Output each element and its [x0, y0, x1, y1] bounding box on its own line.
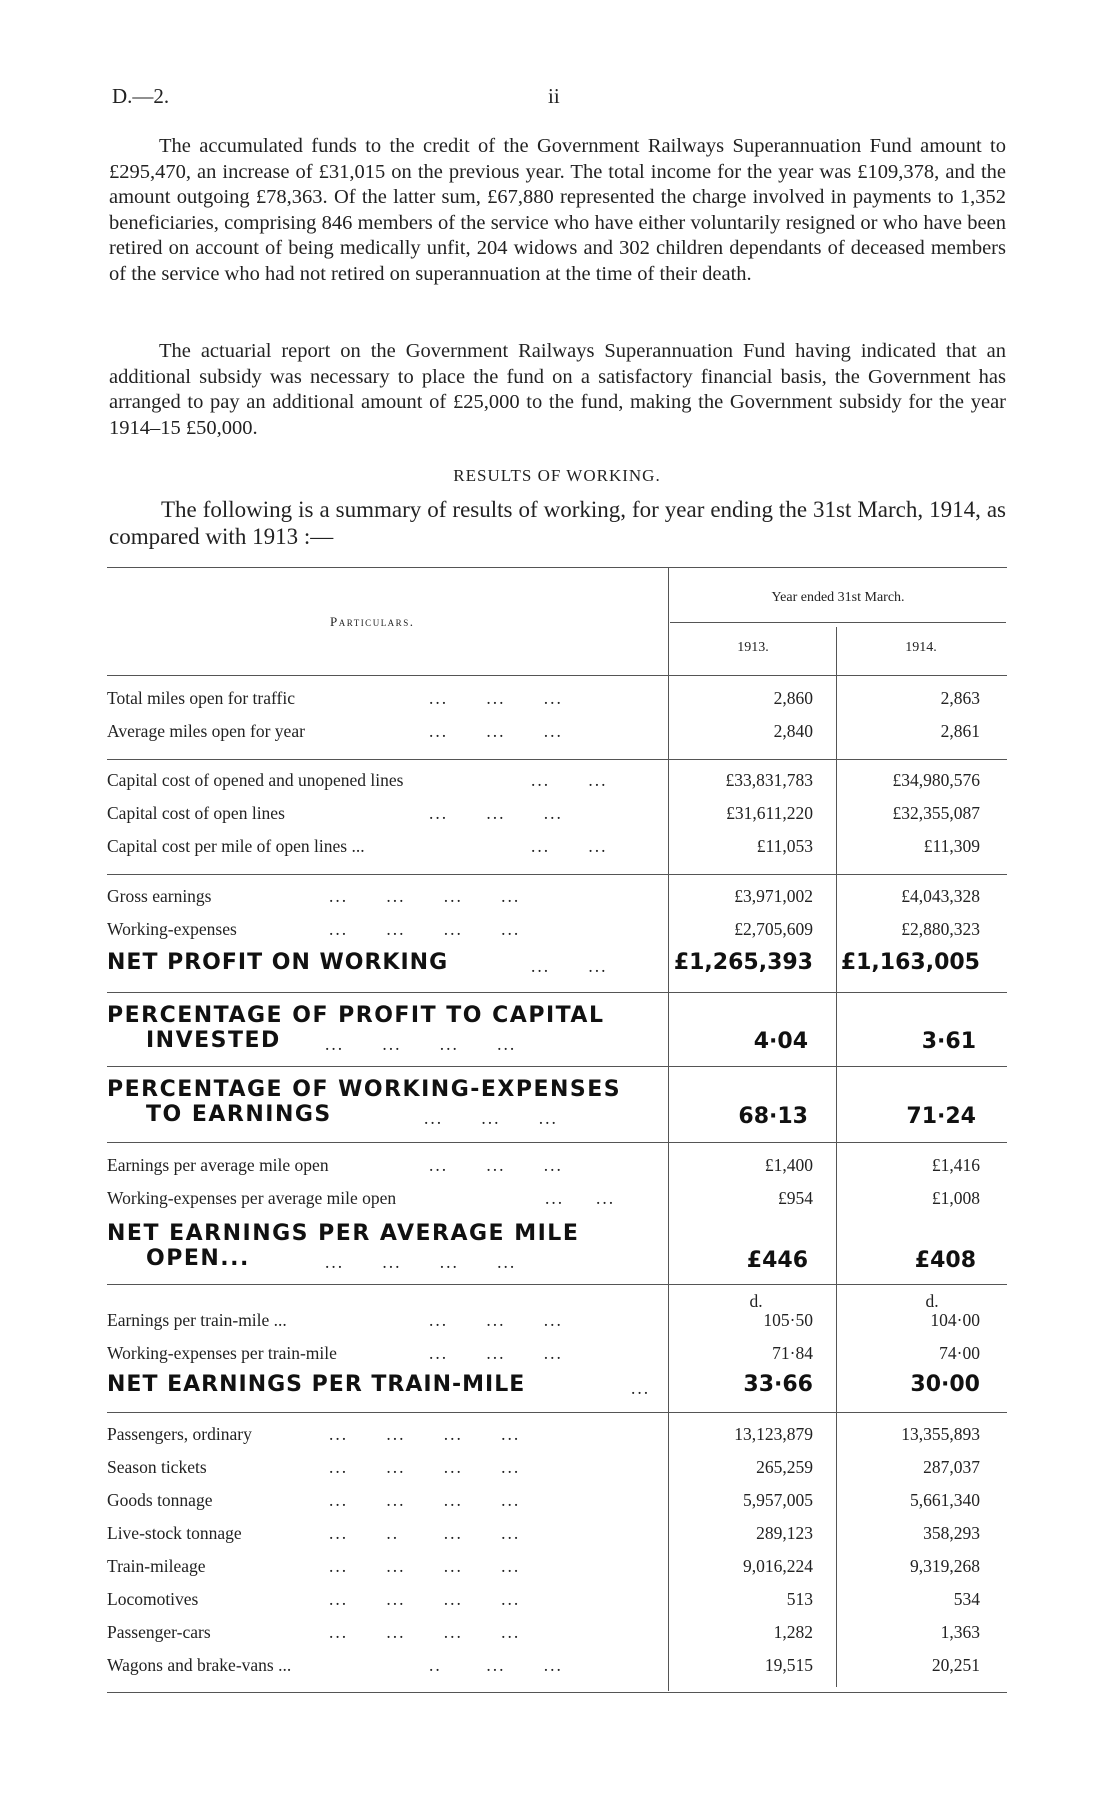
leader-dots: ... ... ... — [424, 1108, 558, 1128]
paragraph-actuarial-report: The actuarial report on the Government Railways Superannuation Fund having indicated that an additional subsidy was necessary to place the fund on a satisfactory financial basis, the Government has arranged to pay an additional amount of £25,000 to the fund, making the Government subsidy for the year 1914–15 £50,000. — [109, 340, 1006, 439]
row-label: NET PROFIT ON WORKING — [107, 950, 449, 975]
value-1914: 5,661,340 — [910, 1490, 980, 1510]
value-1914: £4,043,328 — [901, 886, 980, 906]
value-1914: 71·24 — [906, 1104, 976, 1129]
leader-dots: ... ... — [545, 1188, 616, 1208]
year-group-rule — [670, 622, 1006, 623]
leader-dots: .. ... ... — [429, 1655, 563, 1675]
table-row — [107, 770, 1007, 800]
table-row — [107, 950, 1007, 984]
leader-dots: ... ... ... — [429, 1343, 563, 1363]
value-1913: 13,123,879 — [734, 1424, 813, 1444]
leader-dots: ... ... ... ... — [329, 919, 521, 939]
value-1914: 20,251 — [931, 1655, 980, 1675]
table-row — [107, 1188, 1007, 1218]
value-1914: £11,309 — [923, 836, 980, 856]
table-row — [107, 1310, 1007, 1340]
value-1913: £954 — [778, 1188, 813, 1208]
table-row — [107, 1372, 1007, 1406]
value-1913: 9,016,224 — [743, 1556, 813, 1576]
row-label: Earnings per train-mile ... — [107, 1310, 287, 1330]
row-group-rule — [107, 992, 1007, 993]
row-label: Capital cost per mile of open lines ... — [107, 836, 365, 856]
table-row — [107, 886, 1007, 916]
value-1913: 265,259 — [756, 1457, 813, 1477]
value-1913: 289,123 — [756, 1523, 813, 1543]
value-1914: 358,293 — [923, 1523, 980, 1543]
leader-dots: ... ... ... ... — [329, 1457, 521, 1477]
row-label: Goods tonnage — [107, 1490, 213, 1510]
value-1913: £446 — [746, 1248, 808, 1273]
value-1914: 287,037 — [923, 1457, 980, 1477]
row-label: Locomotives — [107, 1589, 199, 1609]
value-1914: 2,863 — [940, 688, 980, 708]
leader-dots: ... ... ... — [429, 803, 563, 823]
year-1914-header: 1914. — [905, 640, 937, 655]
leader-dots: ... ... ... — [429, 721, 563, 741]
row-group-rule — [107, 759, 1007, 760]
paragraph-superannuation-fund: The accumulated funds to the credit of the Government Railways Superannuation Fund amount to £295,470, an increase of £31,015 on the previous year. The total income for the year was £109,378, and the amount outgoing £78,363. Of the latter sum, £67,880 represented the charge involved in payments to 1,352 beneficiaries, comprising 846 members of the service who have either voluntarily resigned or who have been retired on account of being medically unfit, 204 widows and 302 children dependants of deceased members of the service who had not retired on superannuation at the time of their death. — [109, 135, 1006, 285]
value-1913: £11,053 — [756, 836, 813, 856]
table-row — [107, 803, 1007, 833]
table-row — [107, 721, 1007, 751]
leader-dots: ... ... ... ... — [329, 1556, 521, 1576]
year-ended-header: Year ended 31st March. — [771, 590, 905, 605]
table-row — [107, 1343, 1007, 1373]
table-top-rule — [107, 567, 1007, 568]
table-row — [107, 1622, 1007, 1652]
table-bottom-rule — [107, 1692, 1007, 1693]
table-row — [107, 836, 1007, 866]
row-label: Passengers, ordinary — [107, 1424, 252, 1444]
row-label-line2: OPEN... — [146, 1246, 250, 1271]
value-1913: 2,840 — [773, 721, 813, 741]
leader-dots: ... ... — [531, 836, 608, 856]
value-1914: 1,363 — [940, 1622, 980, 1642]
row-label: Total miles open for traffic — [107, 688, 295, 708]
row-label-line1: NET EARNINGS PER AVERAGE MILE — [107, 1221, 580, 1246]
row-label: Working-expenses per average mile open — [107, 1188, 397, 1208]
table-row — [107, 1457, 1007, 1487]
value-1914: 3·61 — [921, 1029, 976, 1054]
value-1913: 1,282 — [773, 1622, 813, 1642]
row-label: NET EARNINGS PER TRAIN-MILE — [107, 1372, 526, 1397]
page-number: ii — [548, 84, 560, 108]
row-label: Gross earnings — [107, 886, 212, 906]
row-group-rule — [107, 1284, 1007, 1285]
value-1914: 9,319,268 — [910, 1556, 980, 1576]
value-1914: £1,163,005 — [840, 950, 980, 975]
value-1913: £1,265,393 — [673, 950, 813, 975]
table-row — [107, 1523, 1007, 1553]
table-row — [107, 1155, 1007, 1185]
value-1914: £1,008 — [931, 1188, 980, 1208]
unit-pence-1914: d. — [925, 1291, 939, 1311]
value-1913: 105·50 — [763, 1310, 813, 1330]
row-label: Passenger-cars — [107, 1622, 211, 1642]
value-1914: 30·00 — [910, 1372, 980, 1397]
value-1913: 33·66 — [743, 1372, 813, 1397]
year-1913-header: 1913. — [737, 640, 769, 655]
row-label: Working-expenses — [107, 919, 237, 939]
row-group-rule — [107, 1412, 1007, 1413]
leader-dots: ... .. ... ... — [329, 1523, 521, 1543]
value-1914: £1,416 — [931, 1155, 980, 1175]
value-1913: 19,515 — [764, 1655, 813, 1675]
value-1913: £33,831,783 — [725, 770, 813, 790]
leader-dots: ... ... ... — [429, 1155, 563, 1175]
table-row — [107, 688, 1007, 718]
row-group-rule — [107, 874, 1007, 875]
value-1914: £408 — [914, 1248, 976, 1273]
document-reference: D.—2. — [112, 84, 170, 108]
row-label-line2: TO EARNINGS — [146, 1102, 332, 1127]
value-1914: 13,355,893 — [901, 1424, 980, 1444]
row-group-rule — [107, 1066, 1007, 1067]
table-row — [107, 1556, 1007, 1586]
leader-dots: ... ... ... ... — [329, 1622, 521, 1642]
summary-intro: The following is a summary of results of working, for year ending the 31st March, 1914, as compared with 1913 :— — [109, 497, 1006, 549]
row-label: Season tickets — [107, 1457, 207, 1477]
value-1913: 4·04 — [753, 1029, 808, 1054]
header-bottom-rule — [107, 675, 1007, 676]
table-row — [107, 919, 1007, 949]
section-title: RESULTS OF WORKING. — [453, 466, 661, 485]
leader-dots: ... ... ... — [429, 1310, 563, 1330]
row-label-line1: PERCENTAGE OF WORKING-EXPENSES — [107, 1077, 622, 1102]
leader-dots: ... ... ... ... — [329, 1589, 521, 1609]
table-row — [107, 1589, 1007, 1619]
row-label: Live-stock tonnage — [107, 1523, 242, 1543]
value-1913: 513 — [786, 1589, 813, 1609]
table-row — [107, 1655, 1007, 1685]
leader-dots: ... ... ... ... — [329, 1490, 521, 1510]
value-1914: £34,980,576 — [892, 770, 980, 790]
unit-pence-1913: d. — [749, 1291, 763, 1311]
value-1913: £1,400 — [764, 1155, 813, 1175]
value-1913: 68·13 — [738, 1104, 808, 1129]
value-1914: £32,355,087 — [892, 803, 980, 823]
row-label: Working-expenses per train-mile — [107, 1343, 337, 1363]
row-label-line2: INVESTED — [146, 1028, 281, 1053]
row-label: Wagons and brake-vans ... — [107, 1655, 292, 1675]
leader-dots: ... — [631, 1378, 651, 1398]
row-label: Average miles open for year — [107, 721, 305, 741]
row-label: Capital cost of opened and unopened lines — [107, 770, 404, 790]
value-1913: £2,705,609 — [734, 919, 813, 939]
value-1913: 5,957,005 — [743, 1490, 813, 1510]
leader-dots: ... ... ... ... — [325, 1034, 517, 1054]
value-1914: 2,861 — [940, 721, 980, 741]
row-label: Train-mileage — [107, 1556, 206, 1576]
table-row — [107, 1490, 1007, 1520]
row-label: Earnings per average mile open — [107, 1155, 329, 1175]
value-1914: 74·00 — [939, 1343, 980, 1363]
row-label-line1: PERCENTAGE OF PROFIT TO CAPITAL — [107, 1003, 605, 1028]
leader-dots: ... ... ... — [429, 688, 563, 708]
leader-dots: ... ... — [531, 770, 608, 790]
leader-dots: ... ... ... ... — [329, 1424, 521, 1444]
leader-dots: ... ... ... ... — [325, 1252, 517, 1272]
value-1914: 104·00 — [930, 1310, 980, 1330]
value-1913: 2,860 — [773, 688, 813, 708]
value-1914: £2,880,323 — [901, 919, 980, 939]
particulars-header: Particulars. — [330, 614, 415, 629]
row-label: Capital cost of open lines — [107, 803, 285, 823]
table-row — [107, 1424, 1007, 1454]
row-group-rule — [107, 1142, 1007, 1143]
leader-dots: ... ... — [531, 956, 608, 976]
value-1913: £3,971,002 — [734, 886, 813, 906]
value-1913: 71·84 — [772, 1343, 813, 1363]
leader-dots: ... ... ... ... — [329, 886, 521, 906]
value-1913: £31,611,220 — [726, 803, 813, 823]
value-1914: 534 — [953, 1589, 980, 1609]
